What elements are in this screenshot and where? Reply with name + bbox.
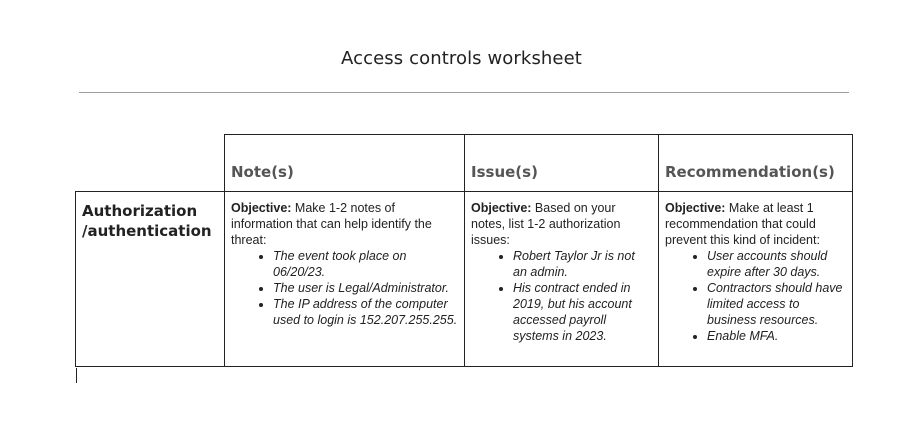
issues-list — [471, 248, 652, 344]
header-cell-issues[interactable] — [465, 135, 659, 192]
table-row-authorization — [76, 192, 853, 367]
notes-list — [231, 248, 458, 328]
title-divider — [79, 92, 849, 93]
header-recommendations: Recommendation(s) — [665, 163, 835, 181]
header-notes: Note(s) — [231, 163, 294, 181]
empty-corner-cell — [76, 135, 225, 192]
issues-objective-text: Based on your notes, list 1-2 authorization issues: — [471, 201, 621, 247]
document-title: Access controls worksheet — [341, 48, 582, 69]
list-item: • The IP address of the computer used to login is 152.207.255.255. — [273, 296, 458, 328]
header-cell-recommendations[interactable] — [659, 135, 853, 192]
list-item: • Contractors should have limited access to business resources. — [707, 280, 846, 328]
recommendations-cell[interactable] — [659, 192, 853, 367]
table-header-row — [76, 135, 853, 192]
header-issues: Issue(s) — [471, 163, 538, 181]
issues-cell[interactable] — [465, 192, 659, 367]
row-header-cell[interactable] — [76, 192, 225, 367]
list-item: • His contract ended in 2019, but his account accessed payroll systems in 2023. — [513, 280, 652, 344]
access-controls-table — [75, 134, 853, 367]
text-cursor — [76, 368, 77, 383]
notes-objective-text: Make 1-2 notes of information that can help identify the threat: — [231, 201, 432, 247]
list-item: • The user is Legal/Administrator. — [273, 280, 458, 296]
notes-objective-label: Objective: — [231, 201, 292, 215]
recommendations-objective-text: Make at least 1 recommendation that could prevent this kind of incident: — [665, 201, 820, 247]
issues-objective-label: Objective: — [471, 201, 532, 215]
recommendations-objective-label: Objective: — [665, 201, 726, 215]
row-header-line2: /authentication — [82, 222, 212, 240]
recommendations-list — [665, 248, 846, 344]
list-item: • The event took place on 06/20/23. — [273, 248, 458, 280]
notes-cell[interactable] — [225, 192, 465, 367]
header-cell-notes[interactable] — [225, 135, 465, 192]
list-item: • User accounts should expire after 30 days. — [707, 248, 846, 280]
list-item: • Enable MFA. — [707, 328, 846, 344]
row-header-authorization — [76, 192, 224, 241]
list-item: • Robert Taylor Jr is not an admin. — [513, 248, 652, 280]
row-header-line1: Authorization — [82, 202, 198, 220]
